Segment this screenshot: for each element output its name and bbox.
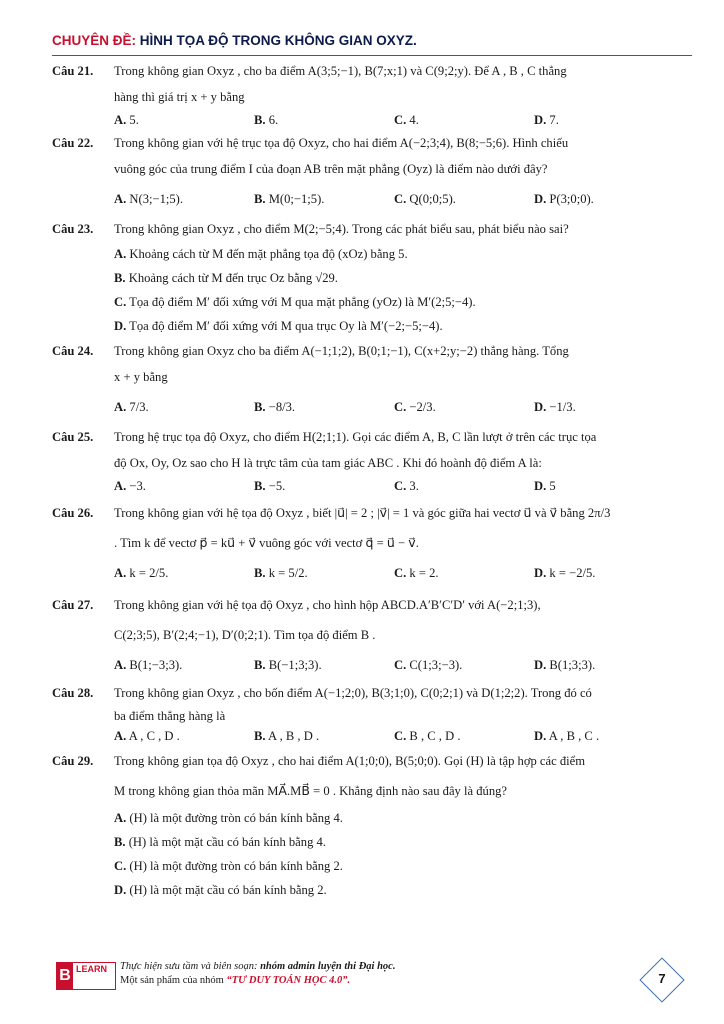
- footer-credits: Thực hiện sưu tầm và biên soạn: nhóm admin luyện thi Đại học. Một sản phẩm của nhóm “TƯ DUY TOÁN HỌC 4.0”.: [120, 961, 396, 986]
- option-c: C. k = 2.: [394, 566, 439, 580]
- statement-c: C. Tọa độ điểm M′ đối xứng với M qua mặt phẳng (yOz) là M′(2;5;−4).: [114, 295, 476, 309]
- question-text: C(2;3;5), B′(2;4;−1), D′(0;2;1). Tìm tọa độ điểm B .: [114, 628, 376, 642]
- answer-options: [52, 390, 692, 424]
- option-c: C. −2/3.: [394, 400, 436, 414]
- option-c: C. Q(0;0;5).: [394, 192, 456, 206]
- statement-d: D. Tọa độ điểm M′ đối xứng với M qua trục Oy là M′(−2;−5;−4).: [114, 319, 443, 333]
- question-text: Trong không gian Oxyz , cho ba điểm A(3;5;−1), B(7;x;1) và C(9;2;y). Để A , B , C thẳng: [114, 64, 567, 78]
- question-26: [52, 496, 692, 590]
- option-b: B. B(−1;3;3).: [254, 658, 322, 672]
- question-22: [52, 130, 692, 216]
- header-prefix: CHUYÊN ĐỀ:: [52, 33, 137, 48]
- question-number: Câu 27.: [52, 598, 94, 612]
- statement-a: A. Khoảng cách từ M đến mặt phẳng tọa độ (xOz) bằng 5.: [114, 247, 408, 261]
- question-number: Câu 23.: [52, 222, 94, 236]
- question-number: Câu 21.: [52, 64, 94, 78]
- question-text: Trong không gian với hệ tọa độ Oxyz , biết |u⃗| = 2 ; |v⃗| = 1 và góc giữa hai vectơ u⃗ và v⃗ bằng 2π/3: [114, 506, 611, 520]
- option-a: A. 5.: [114, 113, 139, 127]
- blearn-logo: [56, 962, 116, 990]
- option-c: C. C(1;3;−3).: [394, 658, 463, 672]
- option-d: D. P(3;0;0).: [534, 192, 594, 206]
- option-a: A. k = 2/5.: [114, 566, 169, 580]
- question-29: [52, 746, 692, 902]
- option-a: A. N(3;−1;5).: [114, 192, 184, 206]
- option-b: B. 6.: [254, 113, 279, 127]
- option-a: A. −3.: [114, 479, 146, 493]
- answer-options: [52, 556, 692, 590]
- option-a: A. B(1;−3;3).: [114, 658, 183, 672]
- page-footer: [56, 960, 696, 1000]
- option-d: D. B(1;3;3).: [534, 658, 596, 672]
- option-b: B. −5.: [254, 479, 286, 493]
- option-b: B. k = 5/2.: [254, 566, 308, 580]
- question-23: [52, 216, 692, 338]
- question-text: độ Ox, Oy, Oz sao cho H là trực tâm của tam giác ABC . Khi đó hoành độ điểm A là:: [114, 456, 542, 470]
- question-number: Câu 25.: [52, 430, 94, 444]
- question-28: [52, 680, 692, 746]
- option-c: C. 4.: [394, 113, 419, 127]
- question-text: vuông góc của trung điểm I của đoạn AB trên mặt phẳng (Oyz) là điểm nào dưới đây?: [114, 162, 548, 176]
- question-number: Câu 28.: [52, 686, 94, 700]
- option-c: C. B , C , D .: [394, 729, 461, 743]
- question-list: [52, 58, 692, 902]
- question-text: Trong không gian Oxyz cho ba điểm A(−1;1;2), B(0;1;−1), C(x+2;y;−2) thẳng hàng. Tổng: [114, 344, 569, 358]
- question-number: Câu 22.: [52, 136, 94, 150]
- question-text: x + y bằng: [114, 370, 168, 384]
- question-text: Trong không gian Oxyz , cho bốn điểm A(−1;2;0), B(3;1;0), C(0;2;1) và D(1;2;2). Trong đó có: [114, 686, 592, 700]
- option-a: A. A , C , D .: [114, 729, 180, 743]
- option-b: B. M(0;−1;5).: [254, 192, 325, 206]
- option-b: B. −8/3.: [254, 400, 296, 414]
- answer-options: [52, 110, 692, 130]
- question-text: . Tìm k để vectơ p⃗ = ku⃗ + v⃗ vuông góc với vectơ q⃗ = u⃗ − v⃗.: [114, 536, 419, 550]
- answer-options: [52, 476, 692, 496]
- question-text: ba điểm thẳng hàng là: [114, 709, 226, 723]
- header-divider: [52, 55, 692, 56]
- question-text: hàng thì giá trị x + y bằng: [114, 90, 245, 104]
- question-text: Trong không gian Oxyz , cho điểm M(2;−5;4). Trong các phát biểu sau, phát biểu nào sai?: [114, 222, 569, 236]
- statement-b: B. (H) là một mặt cầu có bán kính bằng 4.: [114, 835, 326, 849]
- answer-options: [52, 182, 692, 216]
- question-text: M trong không gian thỏa mãn MA⃗.MB⃗ = 0 . Khẳng định nào sau đây là đúng?: [114, 784, 508, 798]
- header-title: HÌNH TỌA ĐỘ TRONG KHÔNG GIAN OXYZ.: [136, 33, 417, 48]
- question-text: Trong không gian với hệ trục tọa độ Oxyz, cho hai điểm A(−2;3;4), B(8;−5;6). Hình chiếu: [114, 136, 569, 150]
- question-number: Câu 24.: [52, 344, 94, 358]
- question-text: Trong hệ trục tọa độ Oxyz, cho điểm H(2;1;1). Gọi các điểm A, B, C lần lượt ở trên các trục tọa: [114, 430, 597, 444]
- question-21: [52, 58, 692, 130]
- option-b: B. A , B , D .: [254, 729, 320, 743]
- statement-a: A. (H) là một đường tròn có bán kính bằng 4.: [114, 811, 343, 825]
- question-text: Trong không gian tọa độ Oxyz , cho hai điểm A(1;0;0), B(5;0;0). Gọi (H) là tập hợp các điểm: [114, 754, 586, 768]
- option-d: D. 7.: [534, 113, 559, 127]
- question-number: Câu 26.: [52, 506, 94, 520]
- option-d: D. 5: [534, 479, 556, 493]
- statement-c: C. (H) là một đường tròn có bán kính bằng 2.: [114, 859, 343, 873]
- option-d: D. k = −2/5.: [534, 566, 596, 580]
- question-24: [52, 338, 692, 424]
- question-25: [52, 424, 692, 496]
- statement-d: D. (H) là một mặt cầu có bán kính bằng 2.: [114, 883, 327, 897]
- option-c: C. 3.: [394, 479, 419, 493]
- page-number-badge: [640, 958, 684, 1002]
- question-text: Trong không gian với hệ tọa độ Oxyz , cho hình hộp ABCD.A′B′C′D′ với A(−2;1;3),: [114, 598, 541, 612]
- page-number: 7: [658, 971, 666, 986]
- question-27: [52, 590, 692, 680]
- statement-b: B. Khoảng cách từ M đến trục Oz bằng √29.: [114, 271, 338, 285]
- question-number: Câu 29.: [52, 754, 94, 768]
- option-a: A. 7/3.: [114, 400, 149, 414]
- logo-letter: B: [57, 963, 73, 989]
- page-header: [52, 33, 692, 48]
- option-d: D. −1/3.: [534, 400, 576, 414]
- answer-options: [52, 726, 692, 746]
- logo-word: LEARN: [76, 964, 107, 974]
- option-d: D. A , B , C .: [534, 729, 600, 743]
- answer-options: [52, 650, 692, 680]
